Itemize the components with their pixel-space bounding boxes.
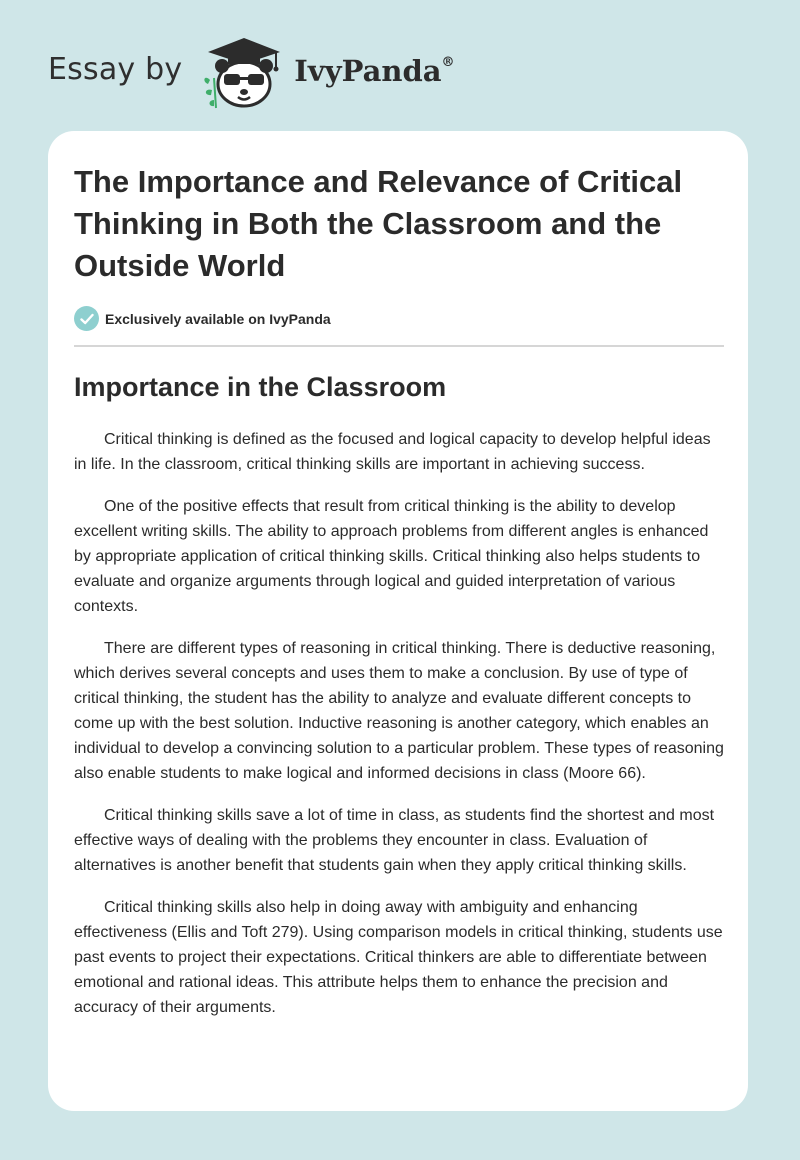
- essay-by-label: Essay by: [48, 51, 183, 87]
- panda-graduation-cap-icon[interactable]: [196, 34, 288, 110]
- brand-name[interactable]: [294, 54, 454, 88]
- check-circle-icon: [74, 306, 99, 331]
- paragraph-5: Critical thinking skills also help in doing away with ambiguity and enhancing effectiveness (Ellis and Toft 279). Using comparison models in critical thinking, students use past events to project their expectations. Critical thinkers are able to differentiate between emotional and rational ideas. This attribute helps them to enhance the precision and accuracy of their arguments.: [74, 899, 723, 1016]
- divider: [74, 345, 724, 347]
- registered-mark: ®: [441, 55, 455, 71]
- paragraph-3: There are different types of reasoning in critical thinking. There is deductive reasoning, which derives several concepts and uses them to make a conclusion. By use of type of critical thinking, the student has the ability to analyze and evaluate different concepts to come up with the best solution. Inductive reasoning is another category, which enables an individual to develop a convincing solution to a particular problem. These types of reasoning also enable students to make logical and informed decisions in class (Moore 66).: [74, 640, 724, 782]
- section-heading: Importance in the Classroom: [74, 372, 447, 402]
- paragraph-4: Critical thinking skills save a lot of time in class, as students find the shortest and most effective ways of dealing with the problems they encounter in class. Evaluation of alternatives is another benefit that students gain when they apply critical thinking skills.: [74, 807, 715, 874]
- exclusive-badge-label: Exclusively available on IvyPanda: [105, 310, 331, 327]
- paragraph-2: One of the positive effects that result from critical thinking is the ability to develop excellent writing skills. The ability to approach problems from different angles is enhanced by appropriate application of critical thinking skills. Critical thinking also helps students to evaluate and organize arguments through logical and guided interpretation of various contexts.: [74, 498, 709, 615]
- exclusive-badge: [74, 306, 331, 331]
- essay-body: [74, 427, 726, 1037]
- brand-text: IvyPanda: [294, 54, 442, 88]
- site-header: [48, 34, 455, 110]
- essay-title: The Importance and Relevance of Critical Thinking in Both the Classroom and the Outside World: [74, 164, 683, 283]
- essay-card: [48, 131, 748, 1111]
- paragraph-1: Critical thinking is defined as the focused and logical capacity to develop helpful ideas in life. In the classroom, critical thinking skills are important in achieving success.: [74, 431, 711, 473]
